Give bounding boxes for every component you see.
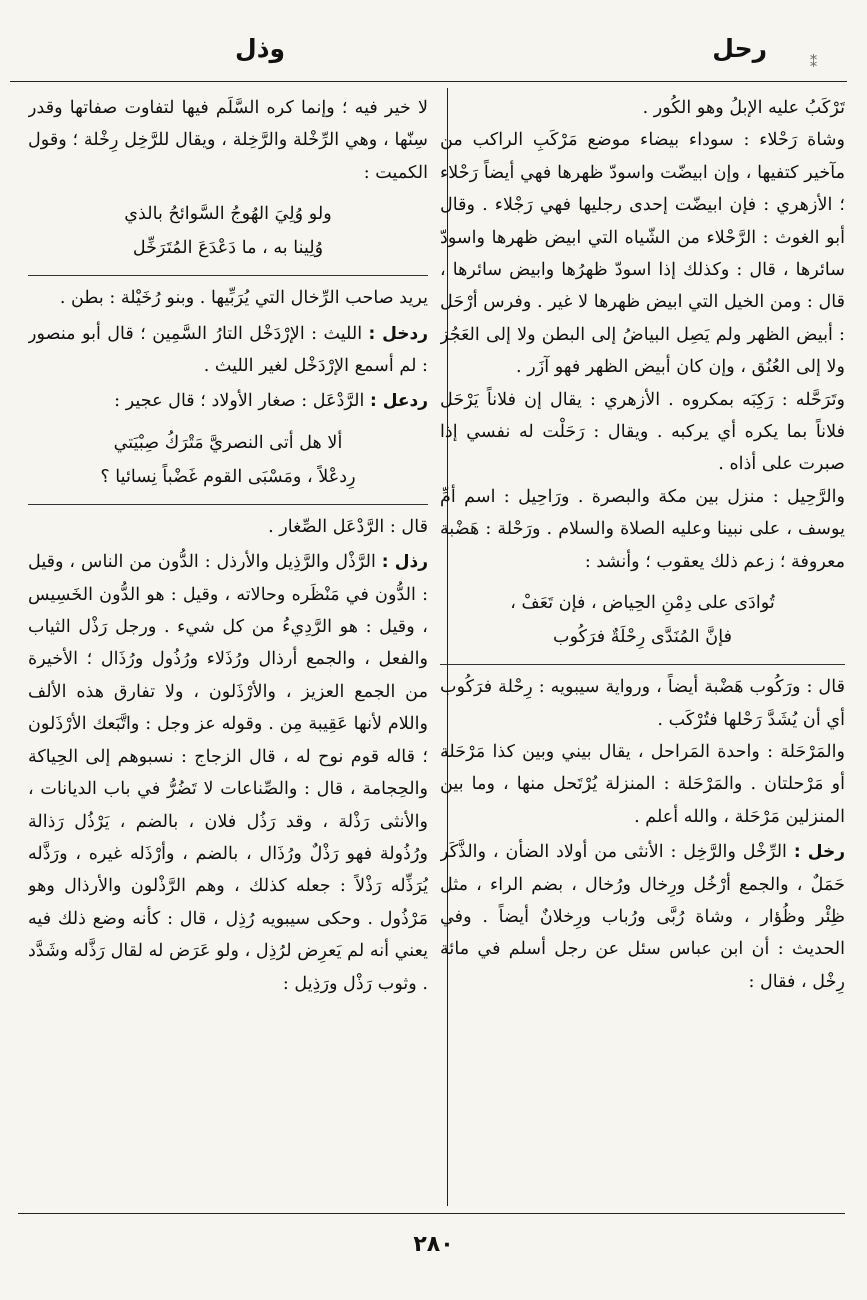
paragraph: قال : الرَّدْعَل الصِّغار . bbox=[268, 516, 428, 537]
entry-text: الرَّدْعَل : صغار الأولاد ؛ قال عجير : bbox=[114, 391, 365, 412]
verse-hemistich: رِدعْلاً ، ومَسْبَى القوم غَضْباً نِسائيا ؟ bbox=[100, 466, 356, 487]
verse-hemistich: فإنَّ المُنَدَّى رِحْلَةٌ فرَكُوب bbox=[553, 627, 732, 648]
margin-mark: ⁑ bbox=[810, 55, 817, 71]
entry-headword: ردعل : bbox=[369, 391, 428, 412]
verse bbox=[28, 197, 428, 265]
verse-hemistich: تُوادَى على دِمْنِ الحِياض ، فإن تَعَفْ ، bbox=[510, 593, 775, 614]
entry-headword: رخل : bbox=[793, 842, 845, 863]
verse-hemistich: وُلِينا به ، ما دَعْدَعَ المُتَرَخِّل bbox=[132, 238, 324, 259]
entry-headword: ردخل : bbox=[368, 323, 428, 344]
paragraph: والرَّحِيل : منزل بين مكة والبصرة . ورَاحِيل : اسم أمِّ يوسف ، على نبينا وعليه الصلاة والسلام . ورَحْلة : هَضْبة معروفة ؛ زعم ذلك يعقوب ؛ وأنشد : bbox=[440, 486, 845, 572]
divider bbox=[28, 504, 428, 505]
paragraph: وشاة رَحْلاء : سوداء بيضاء موضع مَرْكَبِ الراكب من مآخير كتفيها ، وإن ابيضّت واسودّ ظهرها فهي أيضاً رَحْلاء ؛ الأزهري : فإن ابيضّت إحدى رجليها فهي رَجْلاء . وقال أبو الغوث : الرَّحْلاء من الشّياه التي ابيض ظهرها واسودّ سائرها ، قال : وكذلك إذا اسودّ ظهرُها وابيض سائرها ، قال : ومن الخيل التي ابيض ظهرها لا غير . وفرس أرْحَل : أبيض الظهر ولم يَصِل البياضُ إلى البطن ولا إلى العَجُز ولا إلى العُنُق ، وإن كان أبيض الظهر فهو آزَر . bbox=[440, 130, 845, 378]
verse-hemistich: ولو وُلِيَ الهُوجُ السَّوائحُ بالذي bbox=[124, 204, 332, 225]
verse bbox=[440, 586, 845, 654]
divider bbox=[28, 275, 428, 276]
right-column bbox=[440, 92, 845, 1202]
dictionary-entry bbox=[440, 836, 845, 998]
divider bbox=[440, 664, 845, 665]
page-number: ٢٨٠ bbox=[413, 1232, 454, 1257]
paragraph: وتَرَحَّله : رَكِبَه بمكروه . الأزهري : يقال إن فلاناً يَرْحَل فلاناً بما يكره أي يركبه . ويقال : رَحَلْت له نفسي إذا صبرت على أذاه . bbox=[440, 389, 845, 475]
left-column bbox=[28, 92, 428, 1202]
entry-text: الليث : الإرْدَخْل التارُ السَّمِين ؛ قال أبو منصور : لم أسمع الإرْدَخْل لغير الليث . bbox=[28, 323, 428, 377]
footer-rule bbox=[18, 1213, 845, 1214]
header-rule bbox=[10, 81, 847, 82]
header-root-right: رحل bbox=[712, 34, 767, 63]
paragraph: يريد صاحب الرِّخال التي يُرَبِّيها . وبنو رُخَيْلة : بطن . bbox=[59, 288, 428, 309]
dictionary-entry bbox=[28, 385, 428, 417]
verse-hemistich: ألا هل أتى النصريَّ مَتْرَكُ صِبْيَتي bbox=[113, 432, 343, 453]
header-root-left: وذل bbox=[235, 34, 286, 63]
entry-text: الرِّخْل والرَّخِل : الأنثى من أولاد الضأن ، والذَّكَر حَمَلٌ ، والجمع أرْخُل ورِخال ورُخال ، بضم الراء ، مثل ظِئْر وظُؤار ، وشاة رُبَّى ورُباب ورِخلانٌ أيضاً . وفي الحديث : أن ابن عباس سئل عن رجل أسلم في مائة رِخْل ، فقال : bbox=[440, 842, 845, 992]
verse bbox=[28, 426, 428, 494]
paragraph: قال : ورَكُوب هَضْبة أيضاً ، ورواية سيبويه : رِحْلة فرَكُوب أي أن يُشَدَّ رَحْلها فتُرْكَب . bbox=[440, 677, 845, 730]
dictionary-entry bbox=[28, 546, 428, 1000]
paragraph: والمَرْحَلة : واحدة المَراحل ، يقال بيني وبين كذا مَرْحَلة أو مَرْحلتان . والمَرْحَلة : المنزلة يُرْتَحل منها ، وما بين المنزلين مَرْحَلة ، والله أعلم . bbox=[440, 741, 845, 827]
entry-text: الرَّذْل والرَّذِيل والأرذل : الدُّون من الناس ، وقيل : الدُّون في مَنْظَره وحالاته ، وقيل : هو الدُّون الخَسِيس ، وقيل : هو الرَّدِيءُ من كل شيء . ورجل رَذْل الثياب والفعل ، والجمع أرذال ورُذَلاء ورُذُول ورُذَال ؛ الأخيرة من الجمع العزيز ، والأرْذَلون ، ولا تفارق هذه الألف واللام لأنها عَقِيبة مِن . وقوله عز وجل : واتَّبَعك الأرْذَلون ؛ قاله قوم نوح له ، قال الزجاج : نسبوهم إلى الحِياكة والحِجامة ، قال : والصِّناعات لا تَضُرُّ في باب الديانات ، والأنثى رَذْلة ، وقد رَذُل فلان ، بالضم ، يَرْذُل رَذالة ورُذُولة فهو رَذْلٌ ورُذَال ، بالضم ، وأرْذَله غيره ، ورَذَّله يُرَذِّله رَذْلاً : جعله كذلك ، وهم الرَّذْلون والأرذال وهو مَرْذُول . وحكى سيبويه رُذِل ، قال : كأنه وضع ذلك فيه يعني أنه لم يَعرِض لرُذِل ، ولو عَرَض له لقال رَذَّله وشَدَّد . وثوب رَذْل ورَذِيل : bbox=[28, 552, 428, 994]
paragraph: تَرْكَبُ عليه الإبلُ وهو الكُور . bbox=[642, 98, 845, 118]
dictionary-entry bbox=[28, 318, 428, 383]
paragraph: لا خير فيه ؛ وإنما كره السَّلَم فيها لتفاوت صفاتها وقدر سِنّها ، وهي الرِّخْلة والرَّخِلة ، ويقال للرَّخِل رِخْلة ؛ وقول الكميت : bbox=[28, 98, 428, 183]
entry-headword: رذل : bbox=[381, 552, 428, 573]
